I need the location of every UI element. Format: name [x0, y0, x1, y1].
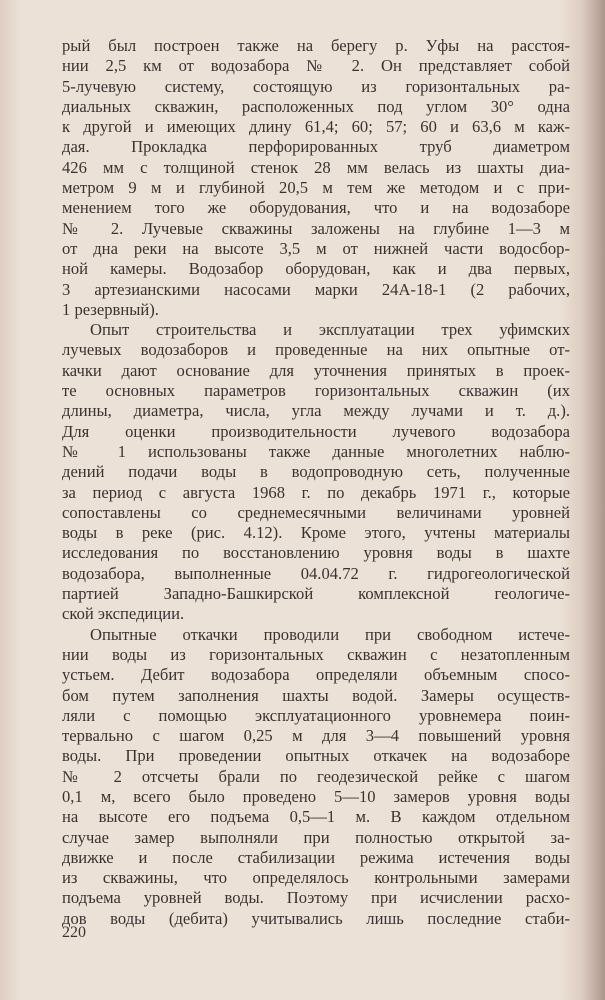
- text-line: длины, диаметра, числа, угла между лучами и т. д.).: [62, 401, 570, 421]
- text-line: диальных скважин, расположенных под углом 30° одна: [62, 96, 570, 116]
- body-text: [62, 36, 570, 929]
- text-line: метром 9 м и глубиной 20,5 м тем же методом и с при-: [62, 178, 570, 198]
- text-line: к другой и имеющих длину 61,4; 60; 57; 60 и 63,6 м каж-: [62, 117, 570, 137]
- text-line: партией Западно-Башкирской комплексной геологиче-: [62, 584, 570, 604]
- text-line: бом путем заполнения шахты водой. Замеры осуществ-: [62, 685, 570, 705]
- text-line: № 2. Лучевые скважины заложены на глубине 1—3 м: [62, 218, 570, 238]
- text-line: менением того же оборудования, что и на водозаборе: [62, 198, 570, 218]
- text-line: нии воды из горизонтальных скважин с незатопленным: [62, 644, 570, 664]
- text-line: от дна реки на высоте 3,5 м от нижней части водосбор-: [62, 238, 570, 258]
- text-line: тервально с шагом 0,25 м для 3—4 повышений уровня: [62, 726, 570, 746]
- text-line: 5-лучевую систему, состоящую из горизонтальных ра-: [62, 76, 570, 96]
- text-line: водозабора, выполненные 04.04.72 г. гидрогеологической: [62, 563, 570, 583]
- text-line: ляли с помощью эксплуатационного уровнемера поин-: [62, 705, 570, 725]
- text-line: 1 резервный).: [62, 299, 159, 319]
- text-line: № 2 отсчеты брали по геодезической рейке с шагом: [62, 766, 570, 786]
- text-line: ской экспедиции.: [62, 604, 185, 624]
- text-line: на высоте его подъема 0,5—1 м. В каждом отдельном: [62, 807, 570, 827]
- text-line: Для оценки производительности лучевого водозабора: [62, 421, 570, 441]
- text-line: 0,1 м, всего было проведено 5—10 замеров уровня воды: [62, 786, 570, 806]
- text-line: подъема уровней воды. Поэтому при исчислении расхо-: [62, 888, 570, 908]
- text-line: рый был построен также на берегу р. Уфы на расстоя-: [62, 36, 570, 55]
- text-line: № 1 использованы также данные многолетних наблю-: [62, 441, 570, 461]
- text-line: дов воды (дебита) учитывались лишь последние стаби-: [62, 908, 570, 928]
- text-line: движке и после стабилизации режима истечения воды: [62, 847, 570, 867]
- text-line: воды в реке (рис. 4.12). Кроме этого, учтены материалы: [62, 523, 570, 543]
- text-line: дений подачи воды в водопроводную сеть, полученные: [62, 462, 570, 482]
- text-line: сопоставлены со среднемесячными величинами уровней: [62, 502, 570, 522]
- paragraph-3: [62, 625, 570, 929]
- text-line: Опытные откачки проводили при свободном истече-: [90, 624, 570, 644]
- text-line: дая. Прокладка перфорированных труб диаметром: [62, 137, 570, 157]
- text-line: из скважины, что определялось контрольными замерами: [62, 868, 570, 888]
- text-line: те основных параметров горизонтальных скважин (их: [62, 381, 570, 401]
- text-line: исследования по восстановлению уровня воды в шахте: [62, 543, 570, 563]
- paragraph-2: [62, 320, 570, 624]
- text-line: воды. При проведении опытных откачек на водозаборе: [62, 746, 570, 766]
- text-line: за период с августа 1968 г. по декабрь 1971 г., которые: [62, 482, 570, 502]
- text-line: лучевых водозаборов и проведенные на них опытные от-: [62, 340, 570, 360]
- text-line: случае замер выполняли при полностью открытой за-: [62, 827, 570, 847]
- paragraph-1: [62, 36, 570, 320]
- text-line: 426 мм с толщиной стенок 28 мм велась из шахты диа-: [62, 157, 570, 177]
- text-line: ной камеры. Водозабор оборудован, как и два первых,: [62, 259, 570, 279]
- text-line: Опыт строительства и эксплуатации трех уфимских: [90, 320, 570, 340]
- text-line: устьем. Дебит водозабора определяли объемным спосо-: [62, 665, 570, 685]
- text-line: нии 2,5 км от водозабора № 2. Он представляет собой: [62, 56, 570, 76]
- text-line: качки дают основание для уточнения принятых в проек-: [62, 360, 570, 380]
- text-line: 3 артезианскими насосами марки 24А-18-1 (2 рабочих,: [62, 279, 570, 299]
- page-number: 220: [62, 924, 86, 941]
